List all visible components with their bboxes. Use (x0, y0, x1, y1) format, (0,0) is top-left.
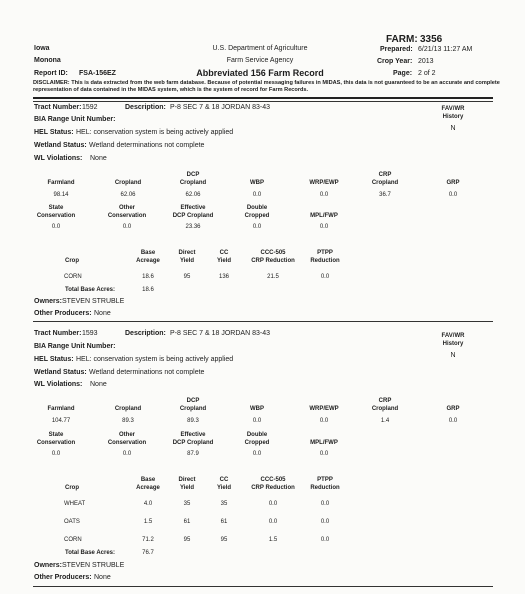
crop-ccc: 0.0 (268, 501, 278, 507)
double-cropped-value: 0.0 (252, 224, 262, 230)
crop-name: CORN (64, 274, 82, 280)
hel-label: HEL Status: (34, 129, 74, 136)
other-cons-value: 0.0 (122, 224, 132, 230)
dcp-cropland-value: 89.3 (187, 418, 199, 424)
report-id: FSA-156EZ (79, 70, 116, 77)
wbp-header: WBP (250, 180, 264, 186)
crop-direct: 61 (183, 519, 191, 525)
crop-name: WHEAT (64, 501, 86, 507)
history-label: History (442, 341, 464, 347)
direct-header: Direct (178, 250, 196, 256)
eff-dcp-header-2: DCP Cropland (172, 440, 214, 446)
crop-year: 2013 (418, 58, 434, 65)
cropland-value: 89.3 (122, 418, 134, 424)
crp-cropland-value: 36.7 (379, 192, 391, 198)
wetland-status: Wetland determinations not complete (89, 142, 205, 149)
crop-ccc: 0.0 (268, 519, 278, 525)
crop-header: Crop (65, 258, 79, 264)
ptpp-header-2: Reduction (310, 485, 340, 491)
mpl-header: MPL/FWP (310, 213, 338, 219)
tract-1-top-rule (33, 101, 493, 102)
dcp-cropland-header: Cropland (179, 180, 207, 186)
page-number: 2 of 2 (418, 70, 436, 77)
dcp-cropland-value: 62.06 (185, 192, 201, 198)
farmland-value: 98.14 (53, 192, 69, 198)
total-base-label: Total Base Acres: (65, 287, 116, 293)
crop-header: Crop (65, 485, 79, 491)
tract-number: 1592 (82, 104, 98, 111)
dcp-cropland-header: Cropland (179, 406, 207, 412)
other-cons-header: Other (118, 432, 135, 438)
wrp-header: WRP/EWP (309, 180, 339, 186)
mpl-header: MPL/FWP (310, 440, 338, 446)
cc-header: CC (219, 477, 229, 483)
farmland-header: Farmland (47, 180, 75, 186)
crp-cropland-header: Cropland (371, 180, 399, 186)
crop-base: 4.0 (143, 501, 153, 507)
disclaimer: DISCLAIMER: This is data extracted from the web farm database. Because of potential messaging failures in MIDAS, this data is not guaranteed to be an accurate and complete representation of data contained in the MIDAS system, which is the system of record for Farm Records. (33, 80, 500, 93)
wbp-value: 0.0 (252, 192, 262, 198)
crop-ptpp: 0.0 (320, 274, 330, 280)
eff-dcp-header: Effective (180, 432, 206, 438)
state-cons-header-2: Conservation (36, 440, 76, 446)
history-label: History (442, 114, 464, 120)
double-cropped-header-2: Cropped (244, 213, 270, 219)
crop-cc: 35 (220, 501, 228, 507)
crop-direct: 35 (183, 501, 191, 507)
crop-name: OATS (64, 519, 80, 525)
eff-dcp-value: 87.9 (187, 451, 199, 457)
cropland-value: 62.06 (120, 192, 136, 198)
base-header: Base (140, 250, 156, 256)
wl-violations: None (90, 155, 107, 162)
prepared-label: Prepared: (380, 46, 413, 53)
subagency-name: Farm Service Agency (226, 57, 294, 64)
wl-label: WL Violations: (34, 381, 83, 388)
agency-name: U.S. Department of Agriculture (212, 45, 308, 52)
bia-label: BIA Range Unit Number: (34, 116, 116, 123)
other-producers-label: Other Producers: (34, 310, 92, 317)
wbp-value: 0.0 (252, 418, 262, 424)
crop-ccc: 21.5 (267, 274, 279, 280)
crop-direct: 95 (183, 274, 191, 280)
farm-label: FARM: (386, 34, 418, 45)
hel-status: HEL: conservation system is being actively applied (76, 356, 234, 363)
cropland-header: Cropland (114, 406, 142, 412)
crop-cc: 61 (220, 519, 228, 525)
cc-header-2: Yield (216, 258, 232, 264)
base-header-2: Acreage (136, 258, 160, 264)
ptpp-header: PTPP (317, 477, 333, 483)
double-cropped-header-2: Cropped (244, 440, 270, 446)
owners-value: STEVEN STRUBLE (62, 562, 125, 569)
crp-cropland-header: Cropland (371, 406, 399, 412)
dcp-header: DCP (186, 172, 200, 178)
direct-header-2: Yield (179, 485, 195, 491)
other-cons-header: Other (118, 205, 135, 211)
bottom-rule (33, 586, 493, 587)
wrp-value: 0.0 (319, 418, 329, 424)
other-producers-value: None (94, 574, 111, 581)
eff-dcp-value: 23.36 (185, 224, 201, 230)
owners-label: Owners: (34, 562, 63, 569)
grp-header: GRP (446, 406, 460, 412)
report-id-label: Report ID: (34, 70, 68, 77)
hel-label: HEL Status: (34, 356, 74, 363)
farm-number: 3356 (420, 34, 443, 45)
owners-label: Owners: (34, 298, 63, 305)
wl-label: WL Violations: (34, 155, 83, 162)
crp-header: CRP (378, 172, 392, 178)
crop-ptpp: 0.0 (320, 519, 330, 525)
prepared-date: 6/21/13 11:27 AM (418, 46, 473, 53)
description-label: Description: (125, 104, 166, 111)
total-base-label: Total Base Acres: (65, 550, 116, 556)
crop-cc: 95 (220, 537, 228, 543)
grp-value: 0.0 (448, 418, 458, 424)
eff-dcp-header-2: DCP Cropland (172, 213, 214, 219)
page-label: Page: (393, 70, 413, 77)
crop-direct: 95 (183, 537, 191, 543)
other-cons-value: 0.0 (122, 451, 132, 457)
owners-value: STEVEN STRUBLE (62, 298, 125, 305)
base-header: Base (140, 477, 156, 483)
state-cons-header-2: Conservation (36, 213, 76, 219)
grp-value: 0.0 (448, 192, 458, 198)
farmland-value: 104.77 (51, 418, 71, 424)
tract-description: P-8 SEC 7 & 18 JORDAN 83-43 (170, 104, 270, 111)
ccc-header: CCC-505 (260, 477, 286, 483)
crop-year-label: Crop Year: (377, 58, 413, 65)
crop-ptpp: 0.0 (320, 501, 330, 507)
wetland-status: Wetland determinations not complete (89, 369, 205, 376)
state-cons-header: State (48, 205, 64, 211)
cc-header-2: Yield (216, 485, 232, 491)
tract-number-label: Tract Number: (34, 104, 82, 111)
crop-ptpp: 0.0 (320, 537, 330, 543)
wbp-header: WBP (250, 406, 264, 412)
base-header-2: Acreage (136, 485, 160, 491)
double-cropped-header: Double (246, 432, 268, 438)
state-cons-value: 0.0 (51, 224, 61, 230)
crp-cropland-value: 1.4 (380, 418, 390, 424)
cc-header: CC (219, 250, 229, 256)
direct-header: Direct (178, 477, 196, 483)
county-name: Monona (34, 57, 61, 64)
other-producers-value: None (94, 310, 111, 317)
total-base-value: 76.7 (142, 550, 154, 556)
double-cropped-header: Double (246, 205, 268, 211)
ccc-header-2: CRP Reduction (251, 485, 295, 491)
tract-number-label: Tract Number: (34, 330, 82, 337)
wetland-label: Wetland Status: (34, 369, 87, 376)
crop-name: CORN (64, 537, 82, 543)
tract-2-top-rule (33, 321, 493, 322)
wrp-header: WRP/EWP (309, 406, 339, 412)
bia-label: BIA Range Unit Number: (34, 343, 116, 350)
crop-ccc: 1.5 (268, 537, 278, 543)
mpl-value: 0.0 (319, 224, 329, 230)
crp-header: CRP (378, 398, 392, 404)
farmland-header: Farmland (47, 406, 75, 412)
crop-base: 18.6 (142, 274, 154, 280)
state-cons-header: State (48, 432, 64, 438)
favwr-label: FAV/WR (441, 333, 465, 339)
other-cons-header-2: Conservation (107, 213, 147, 219)
state-cons-value: 0.0 (51, 451, 61, 457)
other-producers-label: Other Producers: (34, 574, 92, 581)
hel-status: HEL: conservation system is being actively applied (76, 129, 234, 136)
tract-description: P-8 SEC 7 & 18 JORDAN 83-43 (170, 330, 270, 337)
favwr-value: N (450, 125, 456, 132)
header-divider (33, 97, 493, 99)
ccc-header-2: CRP Reduction (251, 258, 295, 264)
wrp-value: 0.0 (319, 192, 329, 198)
ptpp-header: PTPP (317, 250, 333, 256)
report-title: Abbreviated 156 Farm Record (196, 68, 324, 78)
eff-dcp-header: Effective (180, 205, 206, 211)
crop-base: 71.2 (142, 537, 154, 543)
description-label: Description: (125, 330, 166, 337)
cropland-header: Cropland (114, 180, 142, 186)
double-cropped-value: 0.0 (252, 451, 262, 457)
mpl-value: 0.0 (319, 451, 329, 457)
dcp-header: DCP (186, 398, 200, 404)
wetland-label: Wetland Status: (34, 142, 87, 149)
ccc-header: CCC-505 (260, 250, 286, 256)
crop-cc: 136 (218, 274, 229, 280)
crop-base: 1.5 (143, 519, 153, 525)
grp-header: GRP (446, 180, 460, 186)
direct-header-2: Yield (179, 258, 195, 264)
favwr-label: FAV/WR (441, 106, 465, 112)
favwr-value: N (450, 352, 456, 359)
wl-violations: None (90, 381, 107, 388)
state-name: Iowa (34, 45, 50, 52)
ptpp-header-2: Reduction (310, 258, 340, 264)
tract-number: 1593 (82, 330, 98, 337)
other-cons-header-2: Conservation (107, 440, 147, 446)
total-base-value: 18.6 (142, 287, 154, 293)
